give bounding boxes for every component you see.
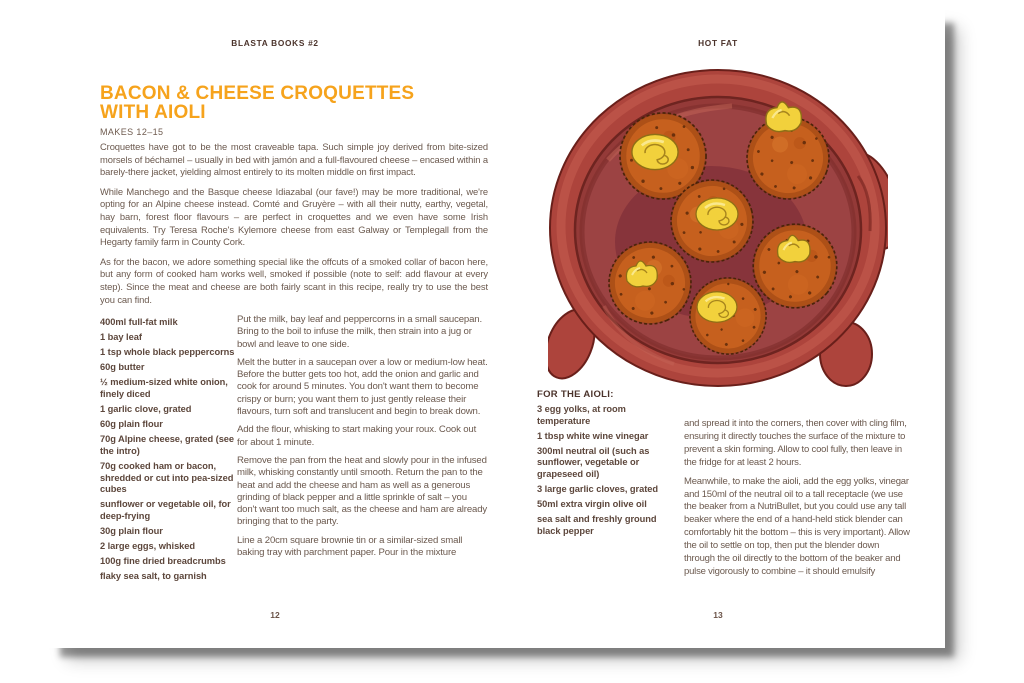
running-header-right: HOT FAT	[698, 38, 738, 48]
recipe-title-line1: BACON & CHEESE CROQUETTES	[100, 83, 415, 104]
method-step: Line a 20cm square brownie tin or a similar-sized small baking tray with parchment paper. Pour in the mixture	[237, 534, 463, 559]
recipe-title-line2: WITH AIOLI	[100, 102, 206, 123]
ingredient-item: ½ medium-sized white onion, finely diced	[100, 377, 228, 399]
method-step: Melt the butter in a saucepan over a low or medium-low heat. Before the butter gets too hot, add the onion and garlic and cook for around 5 minutes. You don't want them to become crispy or burn; you want them to just gently release their flavours, turn soft and translucent and begin to break down.	[237, 356, 488, 418]
method-step: Add the flour, whisking to start making your roux. Cook out for about 1 minute.	[237, 424, 477, 448]
ingredient-item: 30g plain flour	[100, 525, 163, 536]
intro-paragraph: While Manchego and the Basque cheese Idiazabal (our fave!) may be more traditional, we're opting for an Alpine cheese instead. Comté and Gruyère – with all their nutty, earthy, vegetal, hay barn, forest floor flavours – are perfect in croquettes and we even have some Irish equivalents. Try Teresa Roche's Kylemore cheese from east Galway or Templegall from the Hegarty family farm in County Cork.	[100, 185, 488, 248]
ingredient-item: 1 bay leaf	[100, 332, 142, 343]
ingredient-item: 1 tsp whole black peppercorns	[100, 347, 235, 358]
intro-text	[100, 141, 488, 313]
ingredient-item: 60g butter	[100, 362, 145, 373]
ingredient-item: 400ml full-fat milk	[100, 317, 178, 327]
ingredient-item: 300ml neutral oil (such as sunflower, vegetable or grapeseed oil)	[537, 445, 650, 479]
running-header-left: BLASTA BOOKS #2	[231, 38, 319, 48]
method-step: Meanwhile, to make the aioli, add the egg yolks, vinegar and 150ml of the neutral oil to a tall receptacle (we use the beaker from a NutriBullet, but you could use any tall beaker where the end of a hand-held stick blender can comfortably hit the bottom – this is very important). Allow the oil to settle on top, then put the blender down through the oil directly to the bottom of the beaker and pulse vigorously to combine – it should emulsify	[684, 475, 910, 577]
ingredient-item: 50ml extra virgin olive oil	[537, 499, 647, 510]
ingredient-item: sunflower or vegetable oil, for deep-frying	[100, 499, 231, 521]
aioli-ingredient-list	[537, 404, 669, 564]
ingredient-item: 100g fine dried breadcrumbs	[100, 556, 226, 567]
intro-paragraph: Croquettes have got to be the most craveable tapa. Such simple joy derived from bite-sized morsels of béchamel – usually in bed with jamón and a full-flavoured cheese – encased within a barely-there jacket, yielding almost entirely to its molten middle on first impact.	[100, 141, 488, 178]
ingredient-item: 1 tbsp white wine vinegar	[537, 430, 649, 441]
method-column-left	[237, 314, 489, 604]
method-column-right	[684, 418, 910, 604]
intro-paragraph: As for the bacon, we adore something special like the offcuts of a smoked collar of bacon here, but any form of cooked ham works well, smoked if possible (note to self: add flavour at every step). Since the meat and cheese are both fairly scant in this recipe, really try to use the best you can find.	[100, 255, 488, 305]
method-step: Remove the pan from the heat and slowly pour in the infused milk, whisking constantly until smooth. Return the pan to the heat and add the cheese and ham as well as a generous grinding of black pepper and a little sprinkle of salt – you don't want too much salt, as the cheese and ham are already bringing that to the party.	[237, 454, 488, 528]
ingredient-item: 2 large eggs, whisked	[100, 541, 196, 551]
aioli-section-heading: FOR THE AIOLI:	[537, 389, 614, 400]
yield-note: MAKES 12–15	[100, 127, 164, 137]
ingredient-item: flaky sea salt, to garnish	[100, 571, 207, 582]
method-step: Put the milk, bay leaf and peppercorns in a small saucepan. Bring to the boil to infuse the milk, then strain into a jug or bowl and leave to one side.	[237, 314, 482, 350]
ingredient-item: 70g Alpine cheese, grated (see the intro)	[100, 434, 235, 456]
page-number-left: 12	[270, 610, 280, 620]
ingredient-item: 60g plain flour	[100, 419, 163, 430]
ingredient-item: 70g cooked ham or bacon, shredded or cut into pea-sized cubes	[100, 460, 234, 495]
ingredient-item: 3 large garlic cloves, grated	[537, 484, 659, 495]
croquettes-bowl-illustration	[548, 56, 888, 400]
page-number-right: 13	[713, 610, 723, 620]
ingredient-list	[100, 317, 242, 599]
cookbook-spread	[45, 8, 945, 648]
ingredient-item: sea salt and freshly ground black pepper	[537, 514, 657, 536]
method-step: and spread it into the corners, then cover with cling film, ensuring it directly touches the surface of the mixture to prevent a skin forming. Allow to cool fully, then leave in the fridge for at least 2 hours.	[684, 418, 907, 468]
ingredient-item: 1 garlic clove, grated	[100, 404, 192, 415]
ingredient-item: 3 egg yolks, at room temperature	[537, 404, 626, 426]
recipe-title	[100, 84, 520, 122]
